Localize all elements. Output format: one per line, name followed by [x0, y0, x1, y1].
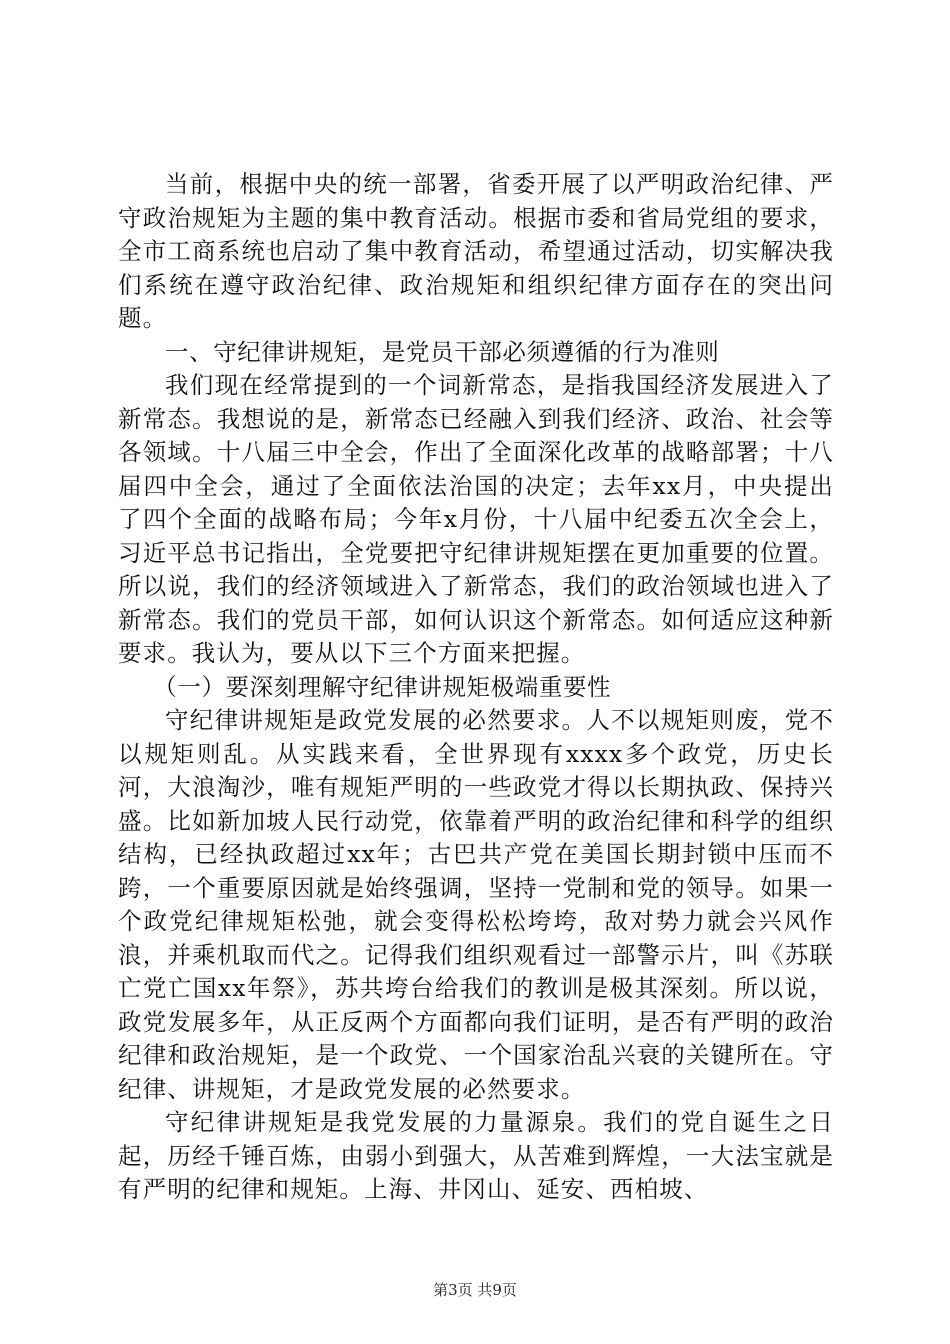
page-number-footer: 第3页 共9页 [433, 1281, 517, 1299]
subsection-heading-1: （一）要深刻理解守纪律讲规矩极端重要性 [153, 672, 612, 701]
section-heading-1: 一、守纪律讲规矩，是党员干部必须遵循的行为准则 [165, 337, 720, 366]
paragraph-power-source: 守纪律讲规矩是我党发展的力量源泉。我们的党自诞生之日起，历经千锤百炼，由弱小到强大，从苦难到辉煌，一大法宝就是有严明的纪律和规矩。上海、井冈山、延安、西柏坡、 [118, 1108, 834, 1203]
paragraph-new-normal: 我们现在经常提到的一个词新常态，是指我国经济发展进入了新常态。我想说的是，新常态已经融入到我们经济、政治、社会等各领域。十八届三中全会，作出了全面深化改革的战略部署；十八届四中全会，通过了全面依法治国的决定；去年xx月，中央提出了四个全面的战略布局；今年x月份，十八届中纪委五次全会上，习近平总书记指出，全党要把守纪律讲规矩摆在更加重要的位置。所以说，我们的经济领域进入了新常态，我们的政治领域也进入了新常态。我们的党员干部，如何认识这个新常态。如何适应这种新要求。我认为，要从以下三个方面来把握。 [118, 371, 834, 667]
paragraph-party-development: 守纪律讲规矩是政党发展的必然要求。人不以规矩则废，党不以规矩则乱。从实践来看，全世界现有xxxx多个政党，历史长河，大浪淘沙，唯有规矩严明的一些政党才得以长期执政、保持兴盛。比如新加坡人民行动党，依靠着严明的政治纪律和科学的组织结构，已经执政超过xx年；古巴共产党在美国长期封锁中压而不跨，一个重要原因就是始终强调，坚持一党制和党的领导。如果一个政党纪律规矩松弛，就会变得松松垮垮，敌对势力就会兴风作浪，并乘机取而代之。记得我们组织观看过一部警示片，叫《苏联亡党亡国xx年祭》，苏共垮台给我们的教训是极其深刻。所以说，政党发展多年，从正反两个方面都向我们证明，是否有严明的政治纪律和政治规矩，是一个政党、一个国家治乱兴衰的关键所在。守纪律、讲规矩，才是政党发展的必然要求。 [118, 706, 834, 1103]
paragraph-intro: 当前，根据中央的统一部署，省委开展了以严明政治纪律、严守政治规矩为主题的集中教育活动。根据市委和省局党组的要求，全市工商系统也启动了集中教育活动，希望通过活动，切实解决我们系统在遵守政治纪律、政治规矩和组织纪律方面存在的突出问题。 [118, 170, 834, 332]
document-body [118, 168, 834, 1207]
